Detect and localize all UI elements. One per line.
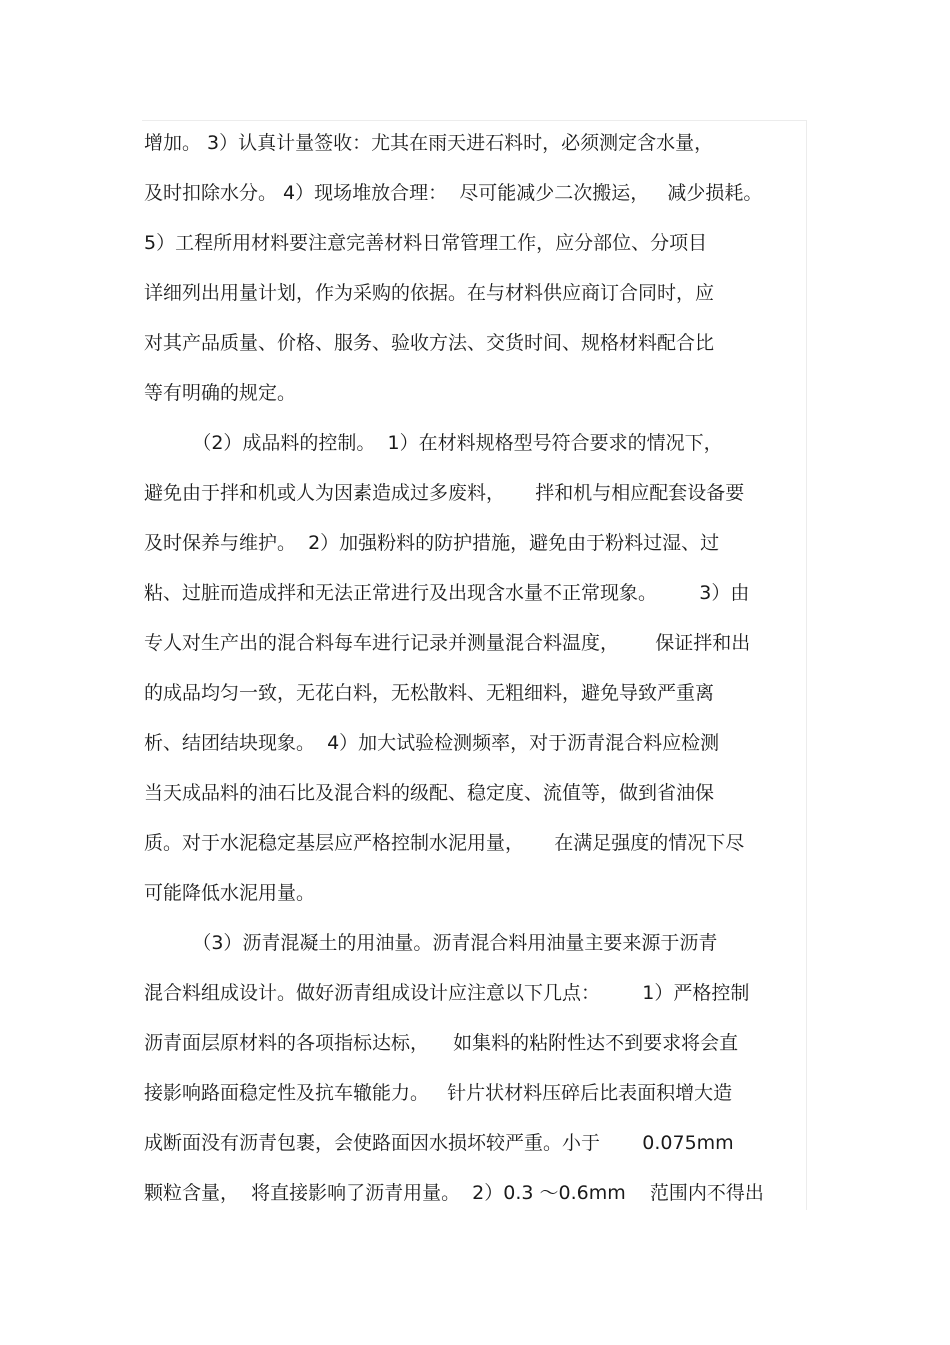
text-line: 成断面没有沥青包裹，会使路面因水损坏较严重。小于 0.075mm: [144, 1132, 734, 1154]
text-line: 析、结团结块现象。 4）加大试验检测频率，对于沥青混合料应检测: [144, 732, 720, 754]
text-line: 当天成品料的油石比及混合料的级配、稳定度、流值等，做到省油保: [144, 782, 715, 804]
text-line: 及时扣除水分。 4）现场堆放合理： 尽可能减少二次搬运， 减少损耗。: [144, 182, 763, 204]
text-line: 质。对于水泥稳定基层应严格控制水泥用量， 在满足强度的情况下尽: [144, 832, 745, 854]
text-line: 颗粒含量， 将直接影响了沥青用量。 2）0.3 ～0.6mm 范围内不得出: [144, 1182, 764, 1204]
paragraph-start-line: （2）成品料的控制。 1）在材料规格型号符合要求的情况下，: [144, 432, 723, 454]
text-line: 及时保养与维护。 2）加强粉料的防护措施，避免由于粉料过湿、过: [144, 532, 720, 554]
text-line: 沥青面层原材料的各项指标达标， 如集料的粘附性达不到要求将会直: [144, 1032, 739, 1054]
paragraph-start-line: （3）沥青混凝土的用油量。沥青混合料用油量主要来源于沥青: [144, 932, 718, 954]
document-body: [144, 118, 808, 1218]
text-line: 详细列出用量计划，作为采购的依据。在与材料供应商订合同时，应: [144, 282, 715, 304]
text-line: 混合料组成设计。做好沥青组成设计应注意以下几点： 1）严格控制: [144, 982, 750, 1004]
text-line: 专人对生产出的混合料每车进行记录并测量混合料温度， 保证拌和出: [144, 632, 751, 654]
text-line: 的成品均匀一致，无花白料，无松散料、无粗细料，避免导致严重离: [144, 682, 715, 704]
text-line: 对其产品质量、价格、服务、验收方法、交货时间、规格材料配合比: [144, 332, 715, 354]
text-line: 5）工程所用材料要注意完善材料日常管理工作，应分部位、分项目: [144, 232, 708, 254]
text-line: 粘、过脏而造成拌和无法正常进行及出现含水量不正常现象。 3）由: [144, 582, 750, 604]
text-line: 增加。 3）认真计量签收：尤其在雨天进石料时，必须测定含水量，: [144, 132, 714, 154]
text-line: 避免由于拌和机或人为因素造成过多废料， 拌和机与相应配套设备要: [144, 482, 745, 504]
text-line: 等有明确的规定。: [144, 382, 297, 404]
text-line: 接影响路面稳定性及抗车辙能力。 针片状材料压碎后比表面积增大造: [144, 1082, 733, 1104]
text-line: 可能降低水泥用量。: [144, 882, 316, 904]
